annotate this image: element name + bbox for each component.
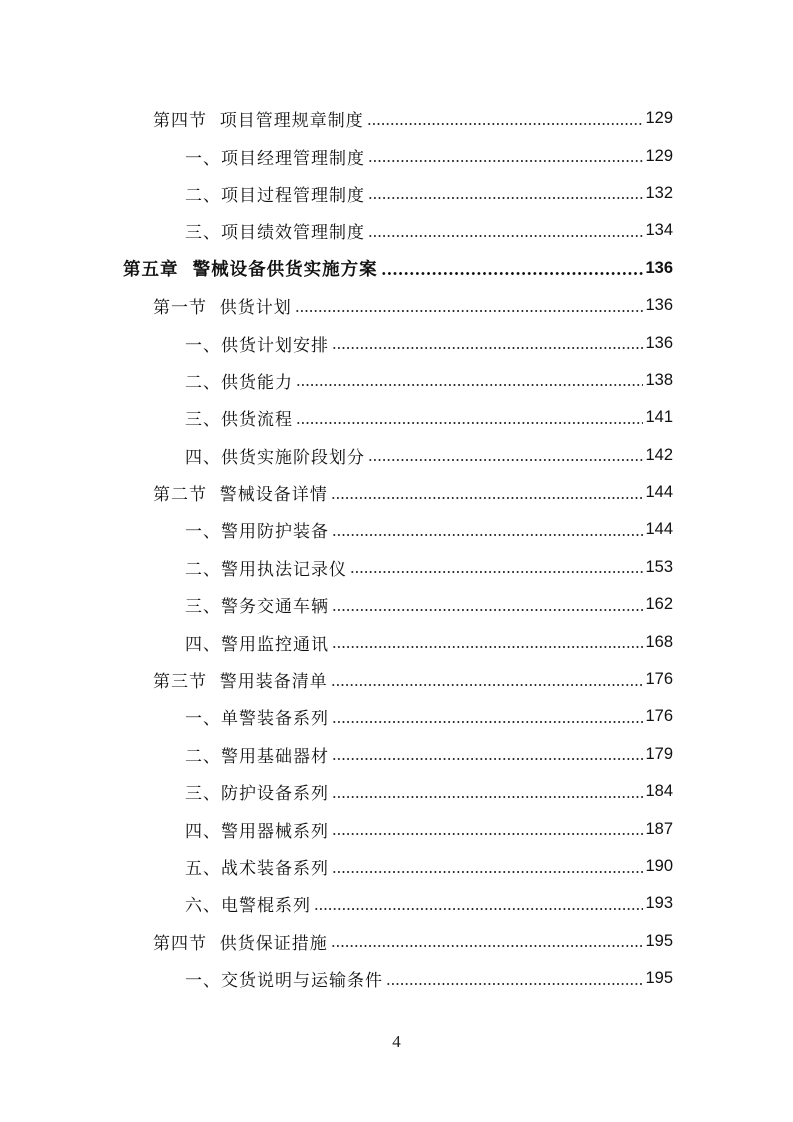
toc-entry-page-number: 190 bbox=[645, 857, 673, 875]
toc-dot-leader bbox=[332, 796, 643, 798]
toc-entry-page-number: 134 bbox=[645, 221, 673, 240]
toc-dot-leader bbox=[331, 945, 644, 947]
toc-subsection-entry[interactable] bbox=[0, 175, 793, 212]
toc-entry-label: 一、项目经理管理制度 bbox=[185, 148, 365, 169]
toc-dot-leader bbox=[368, 235, 643, 237]
toc-dot-leader bbox=[350, 571, 643, 573]
toc-entry-label: 四、供货实施阶段划分 bbox=[185, 447, 365, 468]
toc-entry-page-number: 129 bbox=[645, 109, 673, 128]
toc-subsection-entry[interactable] bbox=[0, 885, 793, 922]
toc-entry-page-number: 195 bbox=[645, 969, 673, 988]
toc-entry-label: 第三节 警用装备清单 bbox=[153, 672, 328, 693]
toc-subsection-entry[interactable] bbox=[0, 698, 793, 735]
toc-dot-leader bbox=[332, 534, 643, 536]
toc-dot-leader bbox=[368, 459, 643, 461]
toc-entry-page-number: 144 bbox=[645, 520, 673, 539]
toc-dot-leader bbox=[331, 684, 644, 686]
toc-dot-leader bbox=[296, 384, 643, 386]
toc-section-entry[interactable] bbox=[0, 474, 793, 511]
page-number: 4 bbox=[392, 1032, 401, 1051]
toc-entry-page-number: 136 bbox=[645, 258, 673, 277]
toc-entry-page-number: 144 bbox=[645, 483, 673, 502]
toc-entry-page-number: 153 bbox=[645, 557, 673, 576]
toc-entry-label: 一、单警装备系列 bbox=[185, 709, 329, 730]
toc-entry-label: 一、警用防护装备 bbox=[185, 522, 329, 543]
toc-chapter-entry[interactable] bbox=[0, 250, 793, 287]
toc-entry-label: 第一节 供货计划 bbox=[153, 298, 292, 319]
toc-entry-label: 二、警用基础器材 bbox=[185, 746, 329, 767]
toc-entry-page-number: 184 bbox=[645, 782, 673, 801]
toc-dot-leader bbox=[332, 646, 643, 648]
toc-entry-page-number: 162 bbox=[645, 595, 673, 614]
toc-subsection-entry[interactable] bbox=[0, 137, 793, 174]
toc-dot-leader bbox=[296, 422, 643, 424]
toc-entry-page-number: 142 bbox=[645, 445, 673, 464]
toc-entry-page-number: 187 bbox=[645, 819, 673, 838]
toc-entry-label: 六、电警棍系列 bbox=[185, 896, 311, 917]
toc-subsection-entry[interactable] bbox=[0, 586, 793, 623]
toc-entry-label: 三、项目绩效管理制度 bbox=[185, 223, 365, 244]
toc-dot-leader bbox=[332, 871, 643, 873]
toc-entry-label: 三、警务交通车辆 bbox=[185, 597, 329, 618]
toc-subsection-entry[interactable] bbox=[0, 511, 793, 548]
toc-entry-page-number: 129 bbox=[645, 146, 673, 165]
toc-entry-page-number: 195 bbox=[645, 931, 673, 950]
toc-entry-page-number: 193 bbox=[645, 894, 673, 913]
toc-subsection-entry[interactable] bbox=[0, 623, 793, 660]
toc-entry-page-number: 168 bbox=[645, 632, 673, 651]
toc-entry-label: 第四节 项目管理规章制度 bbox=[153, 111, 364, 132]
toc-dot-leader bbox=[332, 347, 643, 349]
toc-entry-label: 二、警用执法记录仪 bbox=[185, 559, 347, 580]
toc-dot-leader bbox=[368, 197, 643, 199]
toc-entry-label: 第四节 供货保证措施 bbox=[153, 933, 328, 954]
toc-dot-leader bbox=[332, 721, 643, 723]
toc-entry-page-number: 141 bbox=[645, 408, 673, 427]
toc-dot-leader bbox=[381, 272, 644, 275]
toc-dot-leader bbox=[367, 123, 644, 125]
toc-section-entry[interactable] bbox=[0, 661, 793, 698]
toc-entry-label: 四、警用器械系列 bbox=[185, 821, 329, 842]
toc-entry-page-number: 136 bbox=[645, 296, 673, 315]
toc-subsection-entry[interactable] bbox=[0, 399, 793, 436]
toc-dot-leader bbox=[332, 609, 643, 611]
toc-section-entry[interactable] bbox=[0, 923, 793, 960]
toc-entry-label: 第二节 警械设备详情 bbox=[153, 485, 328, 506]
table-of-contents bbox=[0, 100, 793, 997]
toc-entry-page-number: 176 bbox=[645, 707, 673, 726]
toc-entry-label: 二、供货能力 bbox=[185, 372, 293, 393]
toc-entry-label: 三、供货流程 bbox=[185, 410, 293, 431]
toc-subsection-entry[interactable] bbox=[0, 437, 793, 474]
toc-entry-page-number: 176 bbox=[645, 670, 673, 689]
toc-entry-page-number: 132 bbox=[645, 183, 673, 202]
toc-subsection-entry[interactable] bbox=[0, 212, 793, 249]
toc-entry-page-number: 136 bbox=[645, 333, 673, 352]
toc-entry-label: 第五章 警械设备供货实施方案 bbox=[123, 259, 378, 280]
toc-dot-leader bbox=[368, 160, 643, 162]
toc-entry-page-number: 179 bbox=[645, 744, 673, 763]
toc-entry-page-number: 138 bbox=[645, 370, 673, 389]
toc-subsection-entry[interactable] bbox=[0, 810, 793, 847]
toc-dot-leader bbox=[332, 758, 643, 760]
toc-section-entry[interactable] bbox=[0, 100, 793, 137]
toc-subsection-entry[interactable] bbox=[0, 362, 793, 399]
toc-dot-leader bbox=[332, 833, 643, 835]
toc-subsection-entry[interactable] bbox=[0, 773, 793, 810]
toc-entry-label: 一、交货说明与运输条件 bbox=[185, 971, 383, 992]
toc-section-entry[interactable] bbox=[0, 287, 793, 324]
toc-dot-leader bbox=[314, 908, 643, 910]
toc-subsection-entry[interactable] bbox=[0, 960, 793, 997]
toc-subsection-entry[interactable] bbox=[0, 549, 793, 586]
toc-dot-leader bbox=[331, 497, 644, 499]
toc-dot-leader bbox=[295, 310, 644, 312]
toc-entry-label: 三、防护设备系列 bbox=[185, 784, 329, 805]
toc-subsection-entry[interactable] bbox=[0, 848, 793, 885]
toc-subsection-entry[interactable] bbox=[0, 324, 793, 361]
toc-entry-label: 一、供货计划安排 bbox=[185, 335, 329, 356]
toc-subsection-entry[interactable] bbox=[0, 736, 793, 773]
toc-entry-label: 四、警用监控通讯 bbox=[185, 634, 329, 655]
toc-entry-label: 五、战术装备系列 bbox=[185, 859, 329, 879]
toc-dot-leader bbox=[386, 983, 643, 985]
toc-entry-label: 二、项目过程管理制度 bbox=[185, 185, 365, 206]
